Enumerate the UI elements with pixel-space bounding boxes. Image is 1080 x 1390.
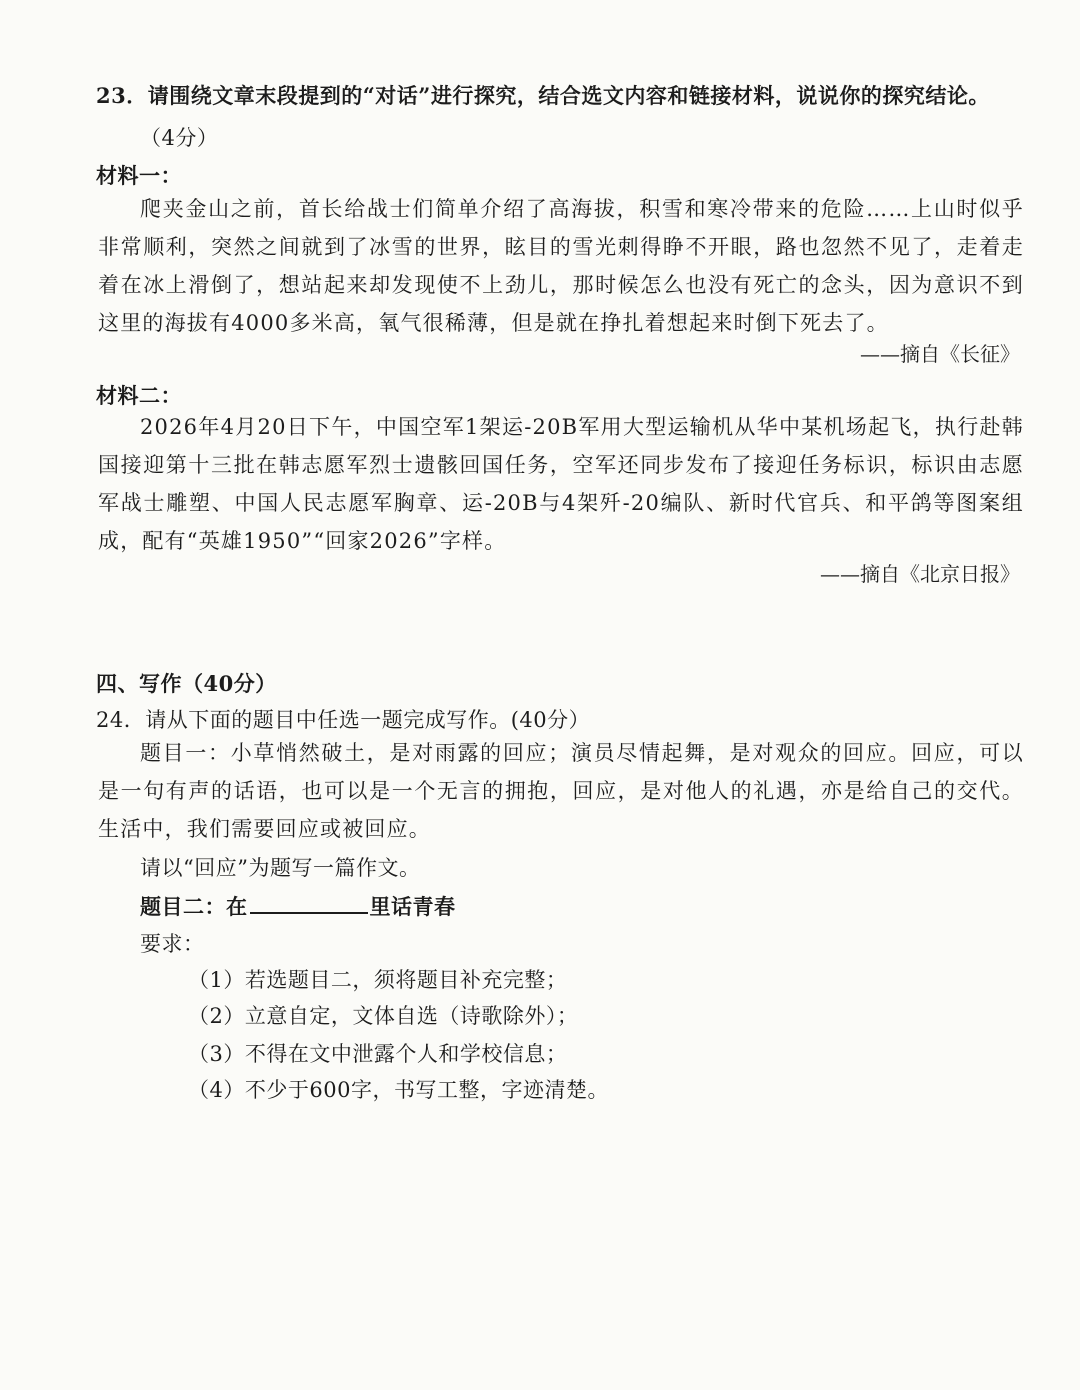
topic-2-suffix: 里话青春 [369, 894, 456, 919]
material-1-source: ——摘自《长征》 [860, 342, 1020, 366]
topic-2-blank [250, 890, 368, 914]
topic-1-text: 题目一：小草悄然破土，是对雨露的回应；演员尽情起舞，是对观众的回应。回应，可以是一句有声的话语，也可以是一个无言的拥抱，回应，是对他人的礼遇，亦是给自己的交代。生活中，我们需要回应或被回应。 [98, 741, 1024, 841]
requirement-item: （3）不得在文中泄露个人和学校信息； [188, 1042, 568, 1066]
material-1-label: 材料一： [96, 163, 182, 188]
topic-2-prefix: 题目二：在 [140, 894, 248, 919]
material-2-label: 材料二： [96, 383, 182, 408]
section-4-heading: 四、写作（40分） [96, 671, 277, 696]
topic-1-task: 请以“回应”为题写一篇作文。 [140, 856, 421, 880]
topic-2 [140, 890, 456, 921]
question-23: 23．请围绕文章末段提到的“对话”进行探究，结合选文内容和链接材料，说说你的探究结论。 [96, 83, 990, 108]
requirement-item: （1）若选题目二，须将题目补充完整； [188, 968, 568, 992]
question-24: 24．请从下面的题目中任选一题完成写作。(40分） [96, 708, 591, 732]
question-23-score: （4分） [140, 126, 219, 150]
material-2-source: ——摘自《北京日报》 [820, 562, 1020, 586]
material-1-text: 爬夹金山之前，首长给战士们简单介绍了高海拔，积雪和寒冷带来的危险……上山时似乎非常顺利，突然之间就到了冰雪的世界，眩目的雪光刺得睁不开眼，路也忽然不见了，走着走着在冰上滑倒了，想站起来却发现使不上劲儿，那时候怎么也没有死亡的念头，因为意识不到这里的海拔有4000多米高，氧气很稀薄，但是就在挣扎着想起来时倒下死去了。 [98, 197, 1024, 335]
requirements-label: 要求： [140, 932, 205, 956]
requirement-item: （4）不少于600字，书写工整，字迹清楚。 [188, 1078, 609, 1102]
material-2-text: 2026年4月20日下午，中国空军1架运-20B军用大型运输机从华中某机场起飞，执行赴韩国接迎第十三批在韩志愿军烈士遗骸回国任务，空军还同步发布了接迎任务标识，标识由志愿军战士雕塑、中国人民志愿军胸章、运-20B与4架歼-20编队、新时代官兵、和平鸽等图案组成，配有“英雄1950”“回家2026”字样。 [98, 415, 1024, 553]
requirement-item: （2）立意自定，文体自选（诗歌除外）； [188, 1004, 579, 1028]
